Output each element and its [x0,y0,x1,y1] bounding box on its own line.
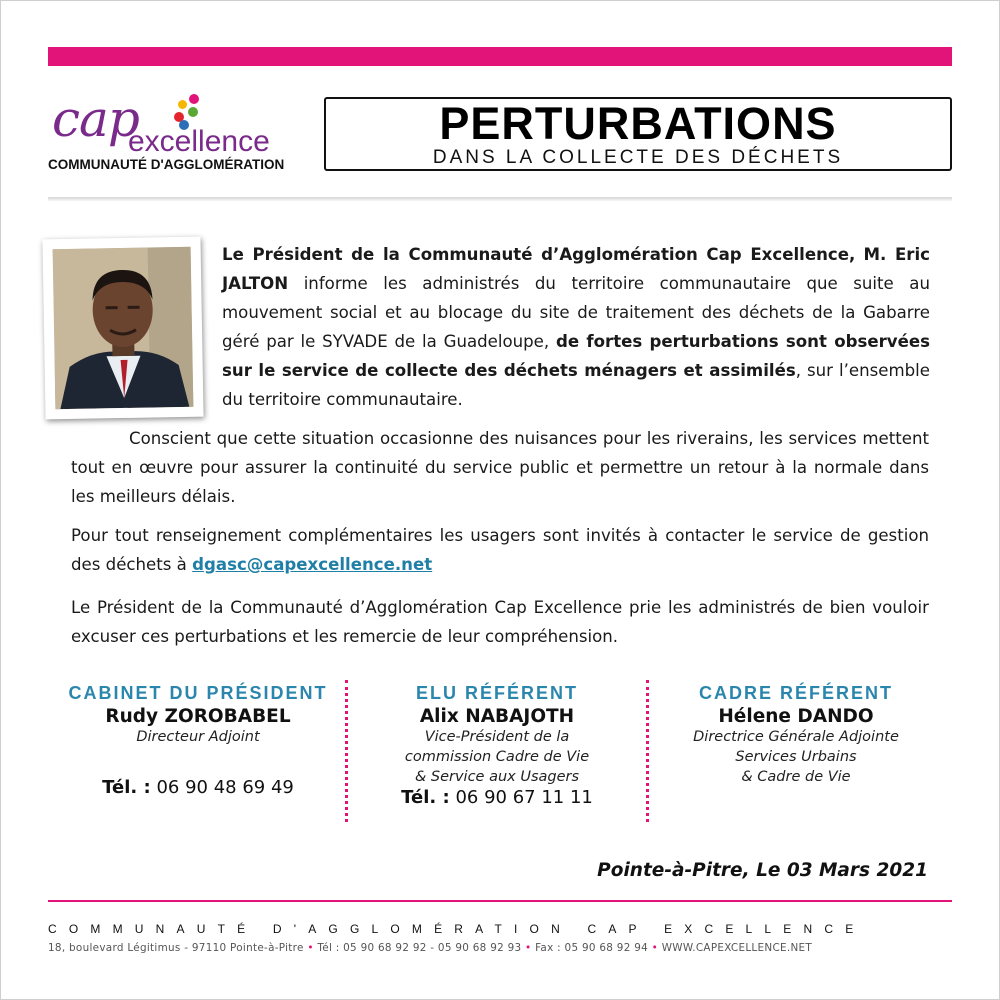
intro-bold-highlight: de fortes perturbations sont observées sur le service de collecte des déchets ménagers et assimilés [222,332,930,380]
logo-excellence-text: excellence [128,125,270,158]
intro-text-1: informe les administrés du territoire communautaire que suite au mouvement social et au blocage du site de traitement des déchets de la Gabarre géré par le SYVADE de la Guadeloupe, [222,274,930,351]
footer-separator: • [651,942,659,954]
contact-cabinet [48,683,348,798]
contact-heading: ELU RÉFÉRENT [415,683,578,703]
intro-bold-lead: Le Président de la Communauté d’Agglomération Cap Excellence, [222,245,856,264]
footer-website-link[interactable]: WWW.CAPEXCELLENCE.NET [661,942,813,954]
footer-divider [48,900,952,902]
contact-email-link[interactable]: dgasc@capexcellence.net [192,555,433,574]
contact-phone [48,777,348,798]
date-line: Pointe-à-Pitre, Le 03 Mars 2021 [597,860,928,881]
contact-heading: CADRE RÉFÉRENT [698,683,893,703]
footer-title: COMMUNAUTÉ D'AGGLOMÉRATION CAP EXCELLENCE [48,922,866,936]
cap-excellence-logo [48,90,308,180]
intro-paragraph [222,240,930,414]
contact-name: Rudy ZOROBABEL [105,706,291,727]
headline-subtitle: DANS LA COLLECTE DES DÉCHETS [432,147,844,168]
president-photo [42,237,203,420]
portrait-image [53,247,194,409]
intro-text-2: , sur l’ensemble du territoire communautaire. [222,361,931,409]
intro-president-name: M. Eric JALTON [222,245,930,293]
contact-text: Pour tout renseignement complémentaires les usagers sont invités à contacter le service de gestion des déchets à [71,526,929,574]
contact-role-line: Vice-Président de la [424,729,570,745]
footer-phone: Tél : 05 90 68 92 92 - 05 90 68 92 93 [317,942,522,954]
logo-cap-text: cap [52,90,139,148]
headline-box [324,97,952,171]
paragraph-situation: Conscient que cette situation occasionne des nuisances pour les riverains, les services mettent tout en œuvre pour assurer la continuité du service public et permettre un retour à la normale dans les meilleurs délais. [71,429,929,506]
logo-dot-yellow [178,100,187,109]
portrait-illustration [53,247,194,409]
contact-role-line: Services Urbains [735,749,857,765]
phone-number: 06 90 67 11 11 [455,787,593,808]
contact-role-line: & Service aux Usagers [414,769,580,785]
footer-separator: • [525,942,532,954]
paragraph-apology: Le Président de la Communauté d’Agglomération Cap Excellence prie les administrés de bien vouloir excuser ces perturbations et les remercie de leur compréhension. [71,598,929,646]
footer-separator: • [307,942,314,954]
logo-dot-green [188,107,198,117]
contact-name: Alix NABAJOTH [419,706,575,727]
logo-dot-pink [189,94,199,104]
phone-number: 06 90 48 69 49 [156,777,294,798]
footer-fax: Fax : 05 90 68 92 94 [535,942,649,954]
contact-cadre [646,683,946,787]
contact-role-line: & Cadre de Vie [741,769,851,785]
top-accent-bar [48,47,952,66]
phone-label: Tél. : [401,787,450,808]
contact-heading: CABINET DU PRÉSIDENT [68,683,328,703]
footer-address: 18, boulevard Légitimus - 97110 Pointe-à-Pitre [48,942,304,954]
headline-title: PERTURBATIONS [439,98,837,149]
logo-subtitle: COMMUNAUTÉ D'AGGLOMÉRATION [48,157,285,172]
contact-role: Directeur Adjoint [136,729,260,745]
contact-elu [347,683,647,808]
phone-label: Tél. : [102,777,151,798]
header-divider [48,197,952,201]
contact-name: Hélene DANDO [718,706,874,727]
footer-contact-line [48,942,958,954]
paragraph-contact [71,521,929,579]
contact-phone [347,787,647,808]
contact-role-line: commission Cadre de Vie [404,749,590,765]
contact-role-line: Directrice Générale Adjointe [693,729,899,745]
